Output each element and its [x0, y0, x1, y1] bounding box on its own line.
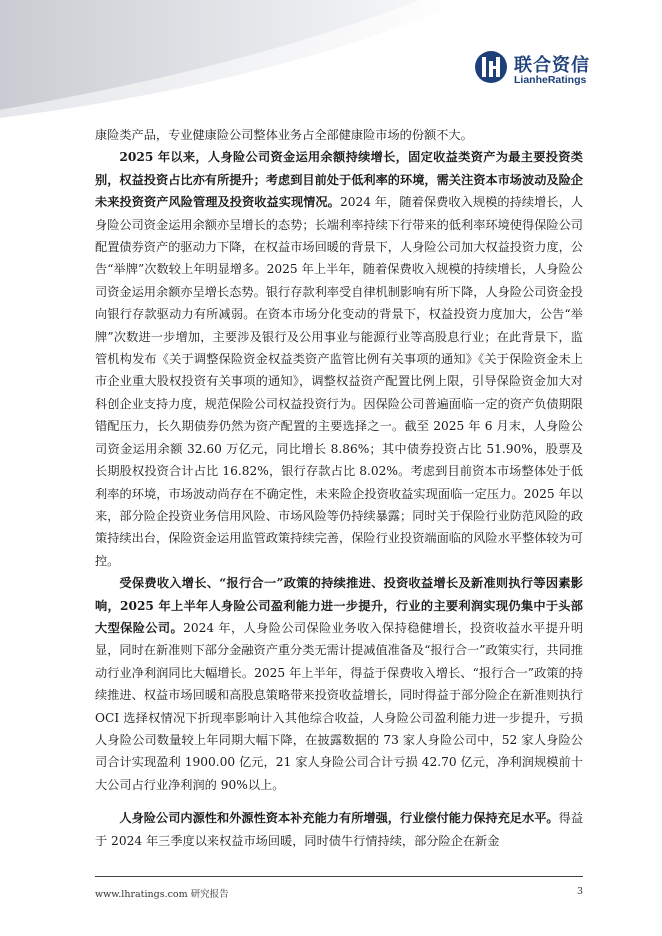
footer-divider	[95, 876, 583, 877]
paragraph-solvency	[95, 807, 583, 852]
paragraph-text: 2024 年，人身险公司保险业务收入保持稳健增长，投资收益水平提升明显，同时在新准则下部分金融资产重分类无需计提减值准备及“报行合一”政策实行，共同推动行业净利润同比大幅增长。2025 年上半年，得益于保费收入增长、“报行合一”政策的持续推进、权益市场回暖和高股息策略带来投资收益增长，同时得益于部分险企在新准则执行 OCI 选择权情况下折现率影响计入其他综合收益，人身险公司盈利能力进一步提升，亏损人身险公司数量较上年同期大幅下降，在披露数据的 73 家人身险公司中，52 家人身险公司合计实现盈利 1900.00 亿元，21 家人身险公司合计亏损 42.70 亿元，净利润规模前十大公司占行业净利润的 90%以上。	[95, 620, 584, 792]
paragraph-profitability	[95, 572, 583, 796]
paragraph-lead: 2025 年以来，人身险公司资金运用余额持续增长，固定收益类资产为最主要投资类别，权益投资占比亦有所提升；考虑到目前处于低利率的环境，需关注资本市场波动及险企未来投资资产风险管理及投资收益实现情况。	[95, 150, 583, 210]
footer-website: www.lhratings.com 研究报告	[95, 889, 229, 900]
paragraph-text: 2024 年，随着保费收入规模的持续增长，人身险公司资金运用余额亦呈增长的态势；长端利率持续下行带来的低利率环境使得保险公司配置债券资产的驱动力下降，在权益市场回暖的背景下，人身险公司加大权益投资力度，公告“举牌”次数较上年明显增多。2025 年上半年，随着保费收入规模的持续增长，人身险公司资金运用余额亦呈增长态势。银行存款利率受自律机制影响有所下降，人身险公司资金投向银行存款驱动力有所减弱。在资本市场分化变动的背景下，权益投资力度加大，公告“举牌”次数进一步增加，主要涉及银行及公用事业与能源行业等高股息行业；在此背景下，监管机构发布《关于调整保险资金权益类资产监管比例有关事项的通知》《关于保险资金未上市企业重大股权投资有关事项的通知》，调整权益资产配置比例上限，引导保险资金加大对科创企业支持力度，规范保险公司权益投资行为。因保险公司普遍面临一定的资产负债期限错配压力，长久期债券仍然为资产配置的主要选择之一。截至 2025 年 6 月末，人身险公司资金运用余额 32.60 万亿元，同比增长 8.86%；其中债券投资占比 51.90%，股票及长期股权投资合计占比 16.82%，银行存款占比 8.02%。考虑到目前资本市场整体处于低利率的环境，市场波动尚存在不确定性，未来险企投资收益实现面临一定压力。2025 年以来，部分险企投资业务信用风险、市场风险等仍持续暴露；同时关于保险行业防范风险的政策持续出台，保险资金运用监管政策持续完善，保险行业投资端面临的风险水平整体较为可控。	[95, 195, 584, 568]
paragraph-continued	[95, 124, 583, 146]
paragraph-text: 康险类产品，专业健康险公司整体业务占全部健康险市场的份额不大。	[95, 128, 473, 142]
page-number: 3	[576, 886, 583, 897]
paragraph-lead: 受保费收入增长、“报行合一”政策的持续推进、投资收益增长及新准则执行等因素影响，2025 年上半年人身险公司盈利能力进一步提升，行业的主要利润实现仍集中于头部大型保险公司。	[95, 576, 583, 635]
company-logo	[474, 50, 624, 90]
paragraph-text: 得益于 2024 年三季度以来权益市场回暖，同时债牛行情持续，部分险企在新金	[95, 811, 584, 848]
paragraph-lead: 人身险公司内源性和外源性资本补充能力有所增强，行业偿付能力保持充足水平。	[119, 811, 559, 826]
logo-chinese-name: 联合资信	[514, 55, 590, 76]
report-body	[95, 124, 583, 852]
logo-english-name: LianheRatings	[514, 74, 587, 86]
paragraph-investment	[95, 146, 583, 572]
lianhe-logo-icon	[474, 50, 508, 84]
